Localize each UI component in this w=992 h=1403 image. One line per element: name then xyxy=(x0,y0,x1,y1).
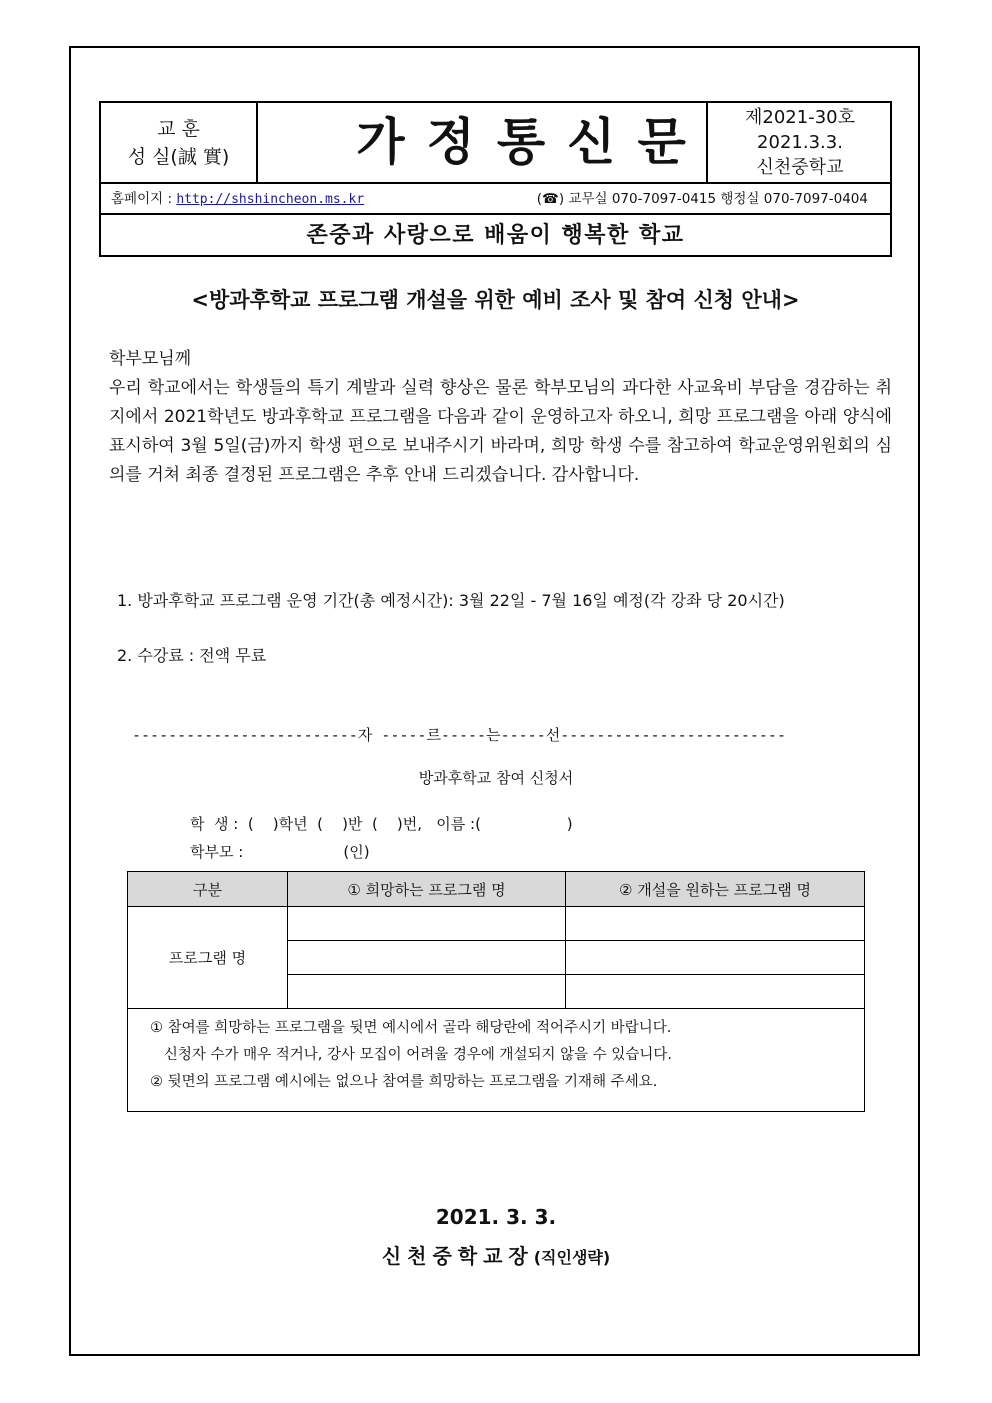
note-item: ② 뒷면의 프로그램 예시에는 없으나 참여를 희망하는 프로그램을 기재해 주세요. xyxy=(150,1074,658,1090)
form-notes xyxy=(127,1001,865,1112)
school-name: 신천중학교 xyxy=(756,157,844,178)
parent-info-line: 학부모 : (인) xyxy=(190,843,370,861)
table-row xyxy=(128,907,865,941)
motto-text: 성 실(誠 實) xyxy=(127,146,230,168)
homepage-link[interactable]: http://shshincheon.ms.kr xyxy=(176,192,365,207)
notice-body xyxy=(109,345,892,490)
body-paragraph: 우리 학교에서는 학생들의 특기 계발과 실력 향상은 물론 학부모님의 과다한 사교육비 부담을 경감하는 취지에서 2021학년도 방과후학교 프로그램을 다음과 같이 운영하고자 하오니, 희망 프로그램을 아래 양식에 표시하여 3월 5일(금)까지 학생 편으로 보내주시기 바라며, 희망 학생 수를 참고하여 학교운영위원회의 심의를 거쳐 최종 결정된 프로그램은 추후 안내 드리겠습니다. 감사합니다. xyxy=(109,378,892,485)
note-item: ① 참여를 희망하는 프로그램을 뒷면 예시에서 골라 해당란에 적어주시기 바랍니다. xyxy=(150,1020,672,1036)
issue-date: 2021.3.3. xyxy=(757,132,843,153)
notice-heading: <방과후학교 프로그램 개설을 위한 예비 조사 및 참여 신청 안내> xyxy=(191,288,800,312)
wish-program-cell[interactable] xyxy=(288,907,566,941)
wish-program-cell[interactable] xyxy=(288,941,566,975)
program-table xyxy=(127,871,865,1009)
student-info-line: 학 생 : ( )학년 ( )반 ( )번, 이름 :( ) xyxy=(190,815,573,833)
homepage xyxy=(111,184,364,215)
signature-text: 신천중학교장 xyxy=(381,1244,534,1268)
cut-line: -------------------------자 -----르-----는-----선------------------------- xyxy=(132,726,786,744)
issue-number: 제2021-30호 xyxy=(745,107,855,128)
phone-numbers: (☎) 교무실 070-7097-0415 행정실 070-7097-0404 xyxy=(536,191,868,207)
item-period: 1. 방과후학교 프로그램 운영 기간(총 예정시간): 3월 22일 - 7월 16일 예정(각 강좌 당 20시간) xyxy=(117,591,785,610)
newsletter-header xyxy=(99,101,892,257)
issue-footer-date: 2021. 3. 3. xyxy=(435,1205,557,1229)
header-category: 구분 xyxy=(128,872,288,907)
page-title: 가정통신문 xyxy=(356,113,708,171)
item-fee: 2. 수강료 : 전액 무료 xyxy=(117,646,267,665)
note-item: 신청자 수가 매우 적거나, 강사 모집이 어려울 경우에 개설되지 않을 수 있습니다. xyxy=(150,1047,672,1063)
row-label: 프로그램 명 xyxy=(128,907,288,1009)
school-motto xyxy=(101,103,258,182)
header-new-program: ② 개설을 원하는 프로그램 명 xyxy=(566,872,865,907)
greeting: 학부모님께 xyxy=(109,349,192,369)
new-program-cell[interactable] xyxy=(566,907,865,941)
seal-omitted-note: (직인생략) xyxy=(533,1248,611,1267)
header-wish-program: ① 희망하는 프로그램 명 xyxy=(288,872,566,907)
homepage-label: 홈페이지 : xyxy=(111,191,173,207)
contact-row xyxy=(101,182,890,215)
motto-label: 교 훈 xyxy=(157,118,200,140)
principal-signature xyxy=(0,1240,992,1269)
table-header-row xyxy=(128,872,865,907)
new-program-cell[interactable] xyxy=(566,941,865,975)
issue-info xyxy=(706,103,892,182)
form-title: 방과후학교 참여 신청서 xyxy=(418,769,574,787)
school-slogan: 존중과 사랑으로 배움이 행복한 학교 xyxy=(306,223,685,248)
